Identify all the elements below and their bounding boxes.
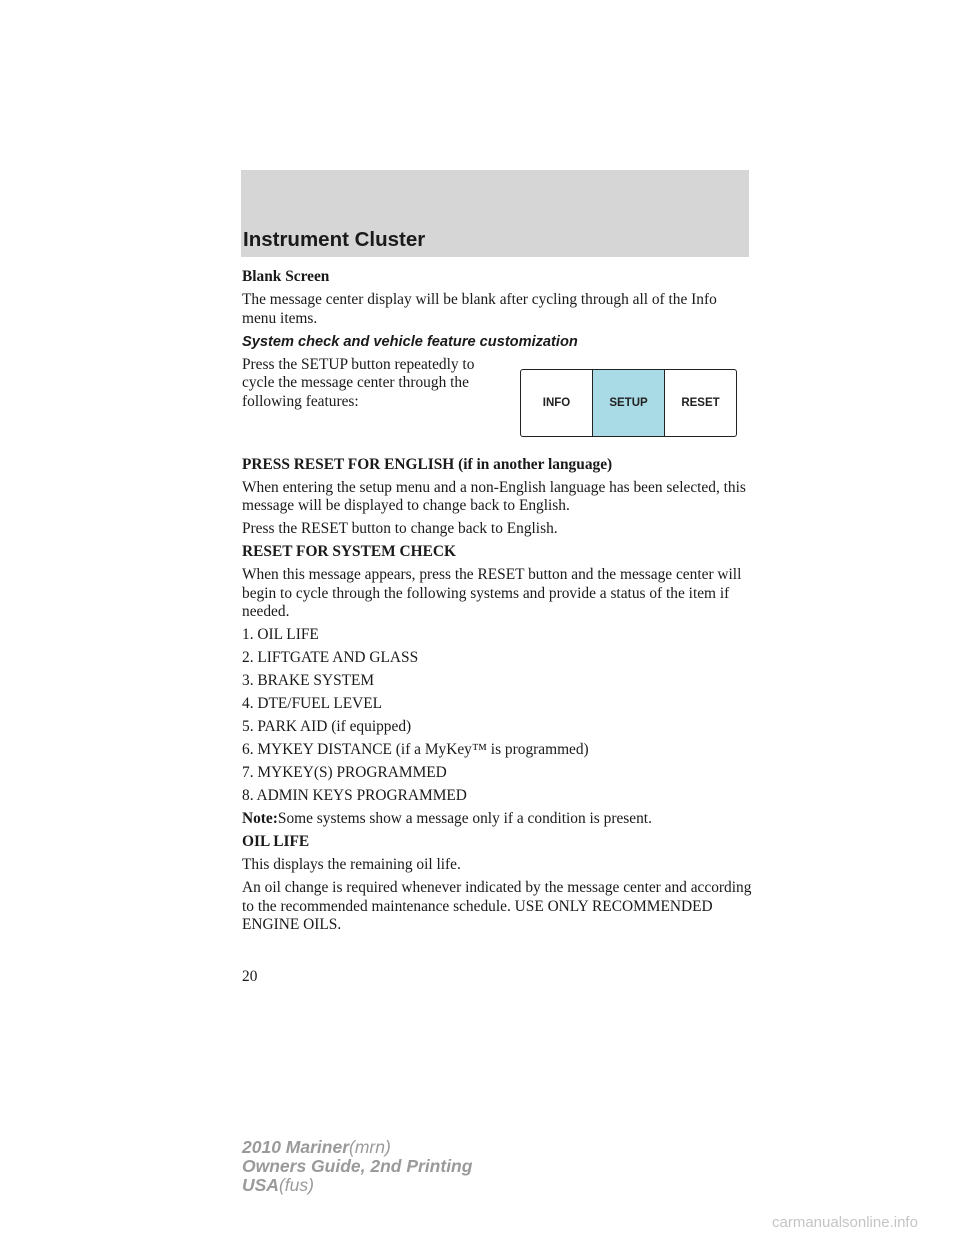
footer-line-2: Owners Guide, 2nd Printing — [242, 1156, 473, 1176]
press-reset-english-heading: PRESS RESET FOR ENGLISH (if in another language) — [242, 455, 613, 473]
list-item: 8. ADMIN KEYS PROGRAMMED — [242, 787, 467, 804]
reset-system-check-text: When this message appears, press the RESET button and the message center will begin to cycle through the following systems and provide a status of the item if needed. — [242, 566, 742, 620]
page-number: 20 — [242, 968, 258, 985]
list-item: 3. BRAKE SYSTEM — [242, 672, 375, 689]
page-title: Instrument Cluster — [243, 228, 426, 251]
list-item: 1. OIL LIFE — [242, 626, 319, 643]
footer — [242, 1138, 472, 1195]
reset-button: RESET — [681, 397, 720, 409]
blank-screen-heading: Blank Screen — [242, 268, 330, 285]
oil-change-text: An oil change is required whenever indicated by the message center and according to the recommended maintenance schedule. USE ONLY RECOMMENDED ENGINE OILS. — [242, 879, 752, 933]
footer-region: USA — [242, 1175, 279, 1195]
footer-line-1 — [242, 1138, 472, 1157]
blank-screen-text: The message center display will be blank after cycling through all of the Info menu items. — [242, 291, 717, 327]
info-button: INFO — [542, 397, 571, 409]
press-reset-english-text: When entering the setup menu and a non-English language has been selected, this message will be displayed to change back to English. — [242, 478, 746, 514]
footer-model: 2010 Mariner — [242, 1137, 350, 1157]
system-check-heading: System check and vehicle feature customization — [242, 333, 578, 350]
setup-text: Press the SETUP button repeatedly to cycle the message center through the following features: — [242, 355, 475, 410]
press-reset-english-text-2: Press the RESET button to change back to English. — [242, 520, 558, 537]
footer-model-code: (mrn) — [349, 1137, 391, 1157]
footer-line-3 — [242, 1176, 472, 1195]
note-label: Note: — [242, 810, 278, 827]
watermark: carmanualsonline.info — [772, 1214, 918, 1231]
note — [242, 810, 752, 829]
list-item: 5. PARK AID (if equipped) — [242, 718, 412, 735]
list-item: 2. LIFTGATE AND GLASS — [242, 649, 419, 666]
oil-life-heading: OIL LIFE — [242, 833, 310, 850]
reset-system-check-heading: RESET FOR SYSTEM CHECK — [242, 543, 456, 560]
list-item: 6. MYKEY DISTANCE (if a MyKey™ is programmed) — [242, 741, 589, 758]
note-text: Some systems show a message only if a condition is present. — [277, 810, 652, 827]
list-item: 7. MYKEY(S) PROGRAMMED — [242, 764, 447, 781]
oil-life-text: This displays the remaining oil life. — [242, 856, 461, 873]
setup-button: SETUP — [592, 370, 665, 436]
footer-region-code: (fus) — [278, 1175, 314, 1195]
message-center-button-panel — [520, 369, 737, 437]
list-item: 4. DTE/FUEL LEVEL — [242, 695, 383, 712]
